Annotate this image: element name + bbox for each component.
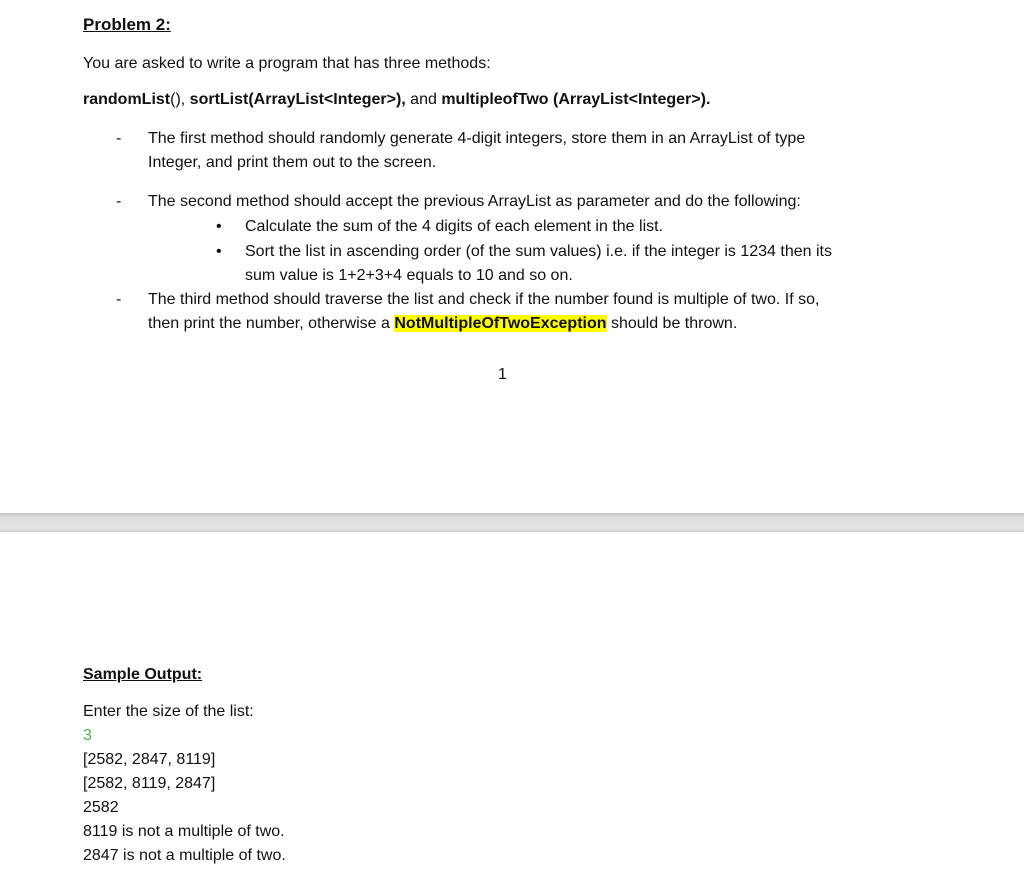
item-2: The second method should accept the previous ArrayList as parameter and do the following: <box>148 193 801 210</box>
output-line: [2582, 8119, 2847] <box>83 775 216 792</box>
sub-item-2-line-1: Sort the list in ascending order (of the sum values) i.e. if the integer is 1234 then its <box>245 243 832 260</box>
bullet-icon: • <box>216 218 222 235</box>
item-3-line-2 <box>148 314 737 334</box>
page-number: 1 <box>498 366 507 383</box>
output-line: 2847 is not a multiple of two. <box>83 847 286 864</box>
output-line: 8119 is not a multiple of two. <box>83 823 285 840</box>
bullet-icon: • <box>216 243 222 260</box>
item-3-end: should be thrown. <box>606 315 738 332</box>
sep: , <box>180 91 190 108</box>
item-1-line-1: The first method should randomly generate 4-digit integers, store them in an ArrayList of type <box>148 130 806 147</box>
output-line: Enter the size of the list: <box>83 703 254 720</box>
sample-output-heading: Sample Output: <box>83 666 203 683</box>
method-sort-list: sortList(ArrayList<Integer>), <box>189 91 406 108</box>
dash: - <box>116 291 122 308</box>
item-3-text: then print the number, otherwise a <box>148 315 395 332</box>
problem-title: Problem 2: <box>83 15 171 34</box>
output-line: [2582, 2847, 8119] <box>83 751 216 768</box>
dash: - <box>116 193 122 210</box>
parens: () <box>170 91 181 108</box>
exception-name: NotMultipleOfTwoException <box>394 315 607 332</box>
output-line: 2582 <box>83 799 119 816</box>
method-signatures <box>83 90 710 110</box>
and-text: and <box>405 91 442 108</box>
method-multiple-of-two: multipleofTwo (ArrayList<Integer>). <box>441 91 711 108</box>
method-random-list: randomList <box>83 91 171 108</box>
intro-text: You are asked to write a program that has three methods: <box>83 55 491 72</box>
page-separator <box>0 513 1024 532</box>
dash: - <box>116 130 122 147</box>
item-1-line-2: Integer, and print them out to the screen. <box>148 154 437 171</box>
user-input: 3 <box>83 727 92 744</box>
sub-item-2-line-2: sum value is 1+2+3+4 equals to 10 and so on. <box>245 267 573 284</box>
sub-item-1: Calculate the sum of the 4 digits of each element in the list. <box>245 218 664 235</box>
item-3-line-1: The third method should traverse the list and check if the number found is multiple of two. If so, <box>148 291 820 308</box>
